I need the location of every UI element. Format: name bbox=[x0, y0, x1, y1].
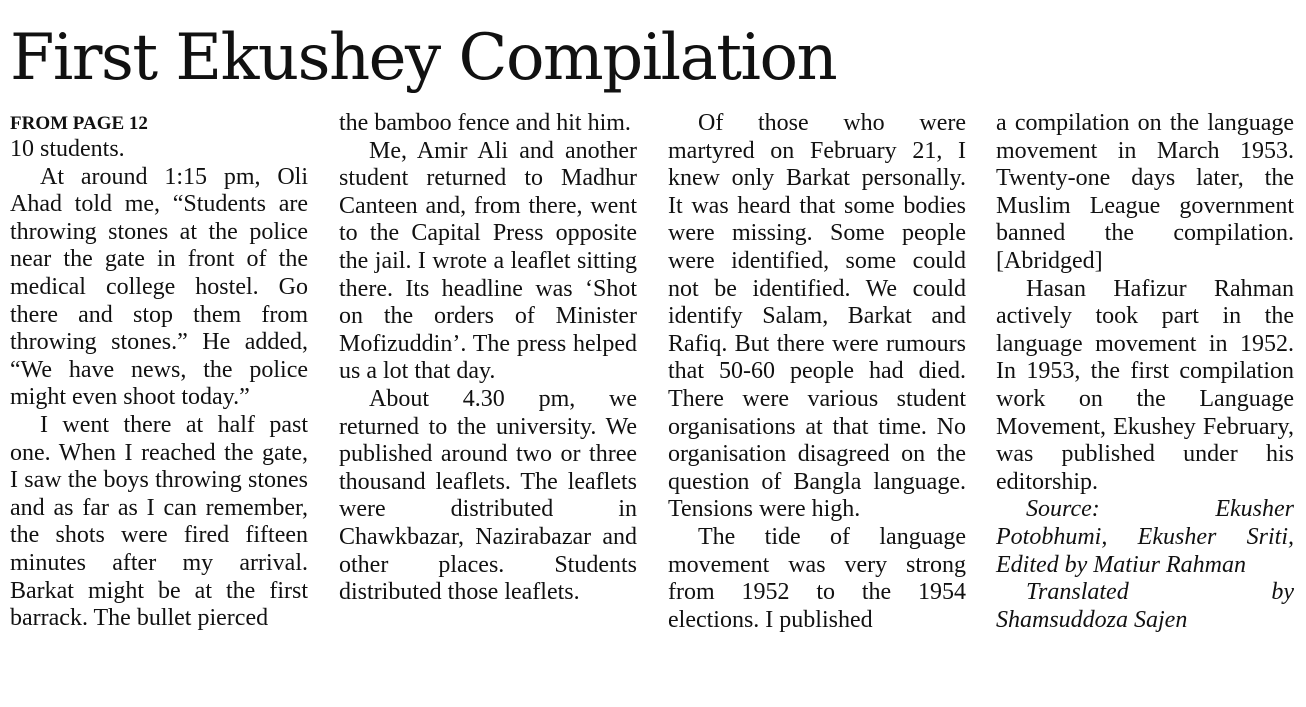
paragraph-9: a compilation on the language movement in March 1953. Twenty-one days later, the Muslim League government banned the compilation. [Abridged] bbox=[996, 110, 1294, 274]
translator-credit: Translated by Shamsuddoza Sajen bbox=[996, 579, 1294, 633]
paragraph-2: At around 1:15 pm, Oli Ahad told me, “Students are throwing stones at the police near the gate in front of the medical college hostel. Go there and stop them from throwing stones.” He added, “We have news, the police might even shoot today.” bbox=[10, 163, 308, 411]
paragraph-4: the bamboo fence and hit him. bbox=[339, 110, 631, 136]
article-column-3 bbox=[668, 110, 966, 634]
paragraph-3: I went there at half past one. When I reached the gate, I saw the boys throwing stones and as far as I can remember, the shots were fired fifteen minutes after my arrival. Barkat might be at the first barrack. The bullet pierced bbox=[10, 411, 308, 632]
paragraph-5: Me, Amir Ali and another student returned to Madhur Canteen and, from there, went to the Capital Press opposite the jail. I wrote a leaflet sitting there. Its headline was ‘Shot on the orders of Minister Mofizuddin’. The press helped us a lot that day. bbox=[339, 137, 637, 385]
article-column-1 bbox=[10, 110, 308, 633]
paragraph-6: About 4.30 pm, we returned to the university. We published around two or three thousand leaflets. The leaflets were distributed in Chawkbazar, Nazirabazar and other places. Students distributed those leaflets. bbox=[339, 385, 637, 606]
paragraph-1: 10 students. bbox=[10, 136, 125, 162]
source-credit: Source: Ekusher Potobhumi, Ekusher Sriti, Edited by Matiur Rahman bbox=[996, 496, 1294, 578]
paragraph-7: Of those who were martyred on February 21, I knew only Barkat personally. It was heard that some bodies were missing. Some people were identified, some could not be identified. We could identify Salam, Barkat and Rafiq. But there were rumours that 50-60 people had died. There were various student organisations at that time. No organisation disagreed on the question of Bangla language. Tensions were high. bbox=[668, 110, 966, 523]
article-column-4 bbox=[996, 110, 1294, 634]
jump-kicker: FROM PAGE 12 bbox=[10, 113, 148, 134]
article-column-2 bbox=[339, 110, 637, 607]
headline: First Ekushey Compilation bbox=[10, 21, 837, 95]
author-bio: Hasan Hafizur Rahman actively took part in the language movement in 1952. In 1953, the first compilation work on the Language Movement, Ekushey February, was published under his editorship. bbox=[996, 275, 1294, 495]
paragraph-8: The tide of language movement was very strong from 1952 to the 1954 elections. I published bbox=[668, 523, 966, 633]
